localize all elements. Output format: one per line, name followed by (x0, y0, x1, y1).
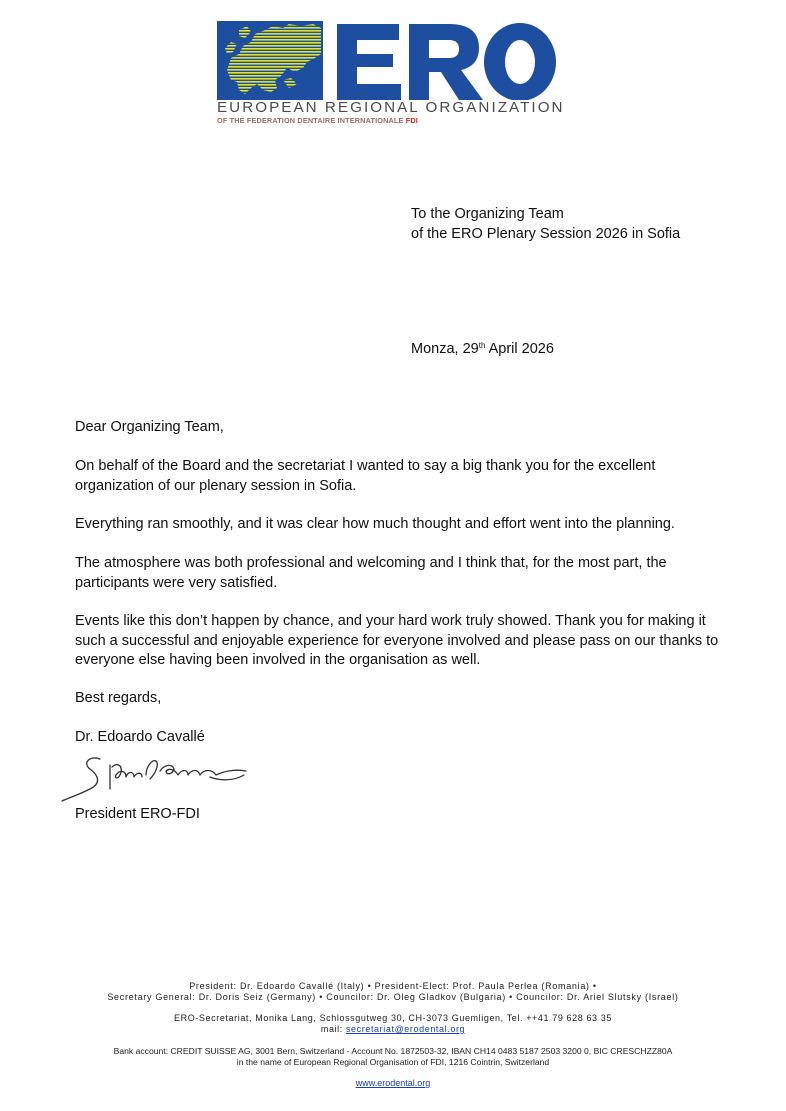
paragraph-4: Events like this don’t happen by chance, and your hard work truly showed. Thank you for making it such a successful and enjoyable experience for everyone involved and please pass on our thanks to everyone else having been involved in the organisation as well. (75, 613, 719, 668)
footer-officers-line-1: President: Dr. Edoardo Cavallé (Italy) • President-Elect: Prof. Paula Perlea (Romania) • (189, 981, 597, 991)
handwritten-signature (60, 745, 252, 807)
paragraph-3: The atmosphere was both professional and welcoming and I think that, for the most part, the participants were very satisfied. (75, 555, 667, 591)
salutation: Dear Organizing Team, (75, 419, 224, 435)
footer-bank (0, 1046, 786, 1068)
footer-website (0, 1078, 786, 1089)
ero-logo-graphic (217, 18, 559, 100)
footer-mail-line (0, 1024, 786, 1035)
logo-subtitle-text: OF THE FEDERATION DENTAIRE INTERNATIONALE (217, 116, 404, 125)
footer-secretariat-line: ERO-Secretariat, Monika Lang, Schlossgutweg 30, CH-3073 Guemligen, Tel. ++41 79 628 63 35 (174, 1013, 612, 1023)
logo-org-subtitle (217, 116, 418, 126)
footer-officers (0, 981, 786, 1003)
paragraph-2: Everything ran smoothly, and it was clear how much thought and effort went into the planning. (75, 516, 675, 532)
ero-logo (217, 18, 565, 128)
letter-date (411, 340, 554, 360)
logo-org-name: EUROPEAN REGIONAL ORGANIZATION (217, 99, 565, 116)
logo-letter-e (337, 24, 401, 100)
date-ordinal-suffix: th (478, 341, 486, 350)
date-prefix: Monza, 29 (411, 341, 479, 357)
recipient-line-1: To the Organizing Team (411, 206, 564, 222)
recipient-block (411, 205, 680, 244)
signer-title: President ERO-FDI (75, 806, 200, 822)
footer-secretariat (0, 1013, 786, 1035)
footer-bank-line-1: Bank account: CREDIT SUISSE AG, 3001 Bern, Switzerland - Account No. 1872503-32, IBAN CH14 0483 5187 2503 3200 0, BIC CRESCHZZ80A (113, 1046, 673, 1056)
date-rest: April 2026 (485, 341, 554, 357)
signer-name: Dr. Edoardo Cavallé (75, 729, 205, 745)
logo-fdi-text: FDI (405, 116, 418, 125)
closing: Best regards, (75, 690, 162, 706)
website-link[interactable]: www.erodental.org (355, 1078, 431, 1088)
paragraph-1: On behalf of the Board and the secretariat I wanted to say a big thank you for the excellent organization of our plenary session in Sofia. (75, 458, 656, 494)
footer-bank-line-2: in the name of European Regional Organisation of FDI, 1216 Cointrin, Switzerland (236, 1057, 550, 1067)
logo-letter-o (484, 23, 556, 100)
secretariat-email-link[interactable]: secretariat@erodental.org (345, 1024, 466, 1034)
footer-officers-line-2: Secretary General: Dr. Doris Seiz (Germany) • Councilor: Dr. Oleg Gladkov (Bulgaria) • Councilor: Dr. Ariel Slutsky (Israel) (107, 992, 679, 1002)
recipient-line-2: of the ERO Plenary Session 2026 in Sofia (411, 225, 681, 242)
logo-letter-r (409, 24, 483, 100)
footer-mail-label: mail: (320, 1024, 346, 1034)
